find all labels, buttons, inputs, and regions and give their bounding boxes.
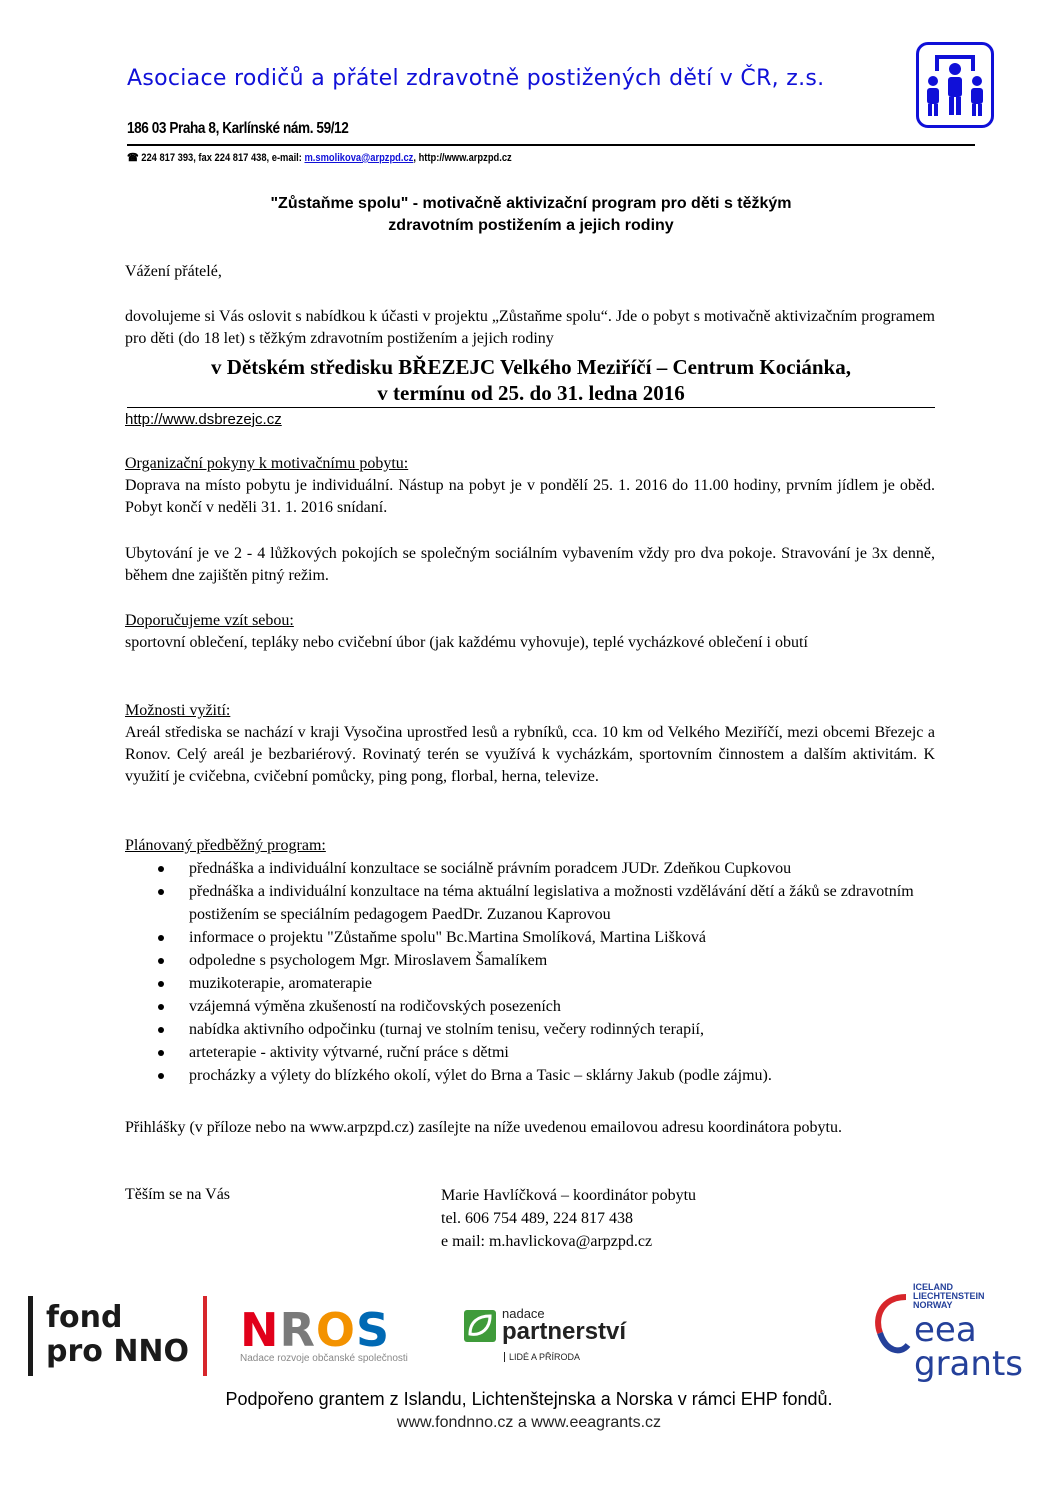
activities-text: Areál střediska se nachází v kraji Vysočina uprostřed lesů a rybníků, cca. 10 km od Velkého Meziříčí, mezi obcemi Březejc a Ronov. Celý areál je bezbariérový. Rovinatý terén se využívá k vycházkám, sportovním činnostem a dalším aktivitám. K využití je cvičebna, cvičební pomůcky, ping pong, florbal, herna, televize. xyxy=(125,724,935,785)
fond-logo-line-2: pro NNO xyxy=(46,1334,190,1369)
eea-countries xyxy=(913,1283,985,1310)
eea-country: NORWAY xyxy=(913,1300,953,1310)
venue-website-link[interactable]: http://www.dsbrezejc.cz xyxy=(125,411,282,428)
contact-email-link[interactable]: m.smolikova@arpzpd.cz xyxy=(304,152,414,164)
nros-letter: O xyxy=(315,1303,357,1357)
list-item xyxy=(125,880,945,926)
bullet-icon xyxy=(158,958,164,964)
venue-line-2: v termínu od 25. do 31. ledna 2016 xyxy=(377,381,685,405)
list-item xyxy=(125,1064,945,1087)
org-text: Doprava na místo pobytu je individuální. Nástup na pobyt je v pondělí 25. 1. 2016 do 11.00 hodiny, prvním jídlem je oběd. Pobyt končí v neděli 31. 1. 2016 snídaní. xyxy=(125,477,935,516)
eea-country: LIECHTENSTEIN xyxy=(913,1291,985,1301)
eea-word: eea xyxy=(914,1310,977,1350)
fond-logo-line-1: fond xyxy=(46,1300,123,1335)
program-list xyxy=(125,857,945,1087)
list-item xyxy=(125,857,945,880)
intro-paragraph: dovolujeme si Vás oslovit s nabídkou k účasti v projektu „Zůstaňme spolu“. Jde o pobyt s motivačně aktivizačním programem pro děti (do 18 let) s těžkým zdravotním postižením a jejich rodiny xyxy=(125,308,935,347)
coordinator-phone: tel. 606 754 489, 224 817 438 xyxy=(441,1210,633,1227)
family-icon xyxy=(916,42,994,128)
np-line-1: nadace xyxy=(502,1306,545,1321)
eea-country: ICELAND xyxy=(913,1282,953,1292)
program-item-text: arteterapie - aktivity výtvarné, ruční práce s dětmi xyxy=(189,1044,509,1061)
footer-websites: www.fondnno.cz a www.eeagrants.cz xyxy=(396,1414,662,1431)
venue-divider xyxy=(127,407,935,408)
bullet-icon xyxy=(158,866,164,872)
signoff-greeting: Těším se na Vás xyxy=(125,1186,231,1203)
logo-divider xyxy=(203,1296,207,1376)
coordinator-name: Marie Havlíčková – koordinátor pobytu xyxy=(441,1187,697,1204)
program-item-text: muzikoterapie, aromaterapie xyxy=(189,975,373,992)
nros-letter: R xyxy=(279,1303,316,1357)
bring-text: sportovní oblečení, tepláky nebo cvičební úbor (jak každému vyhovuje), teplé vycházkové oblečení i obutí xyxy=(125,634,808,651)
venue-line-1: v Dětském středisku BŘEZEJC Velkého Meziříčí – Centrum Kociánka, xyxy=(211,355,851,379)
nros-letter: S xyxy=(356,1303,391,1357)
logo-bar xyxy=(28,1296,33,1376)
program-item-text: přednáška a individuální konzultace na téma aktuální legislativa a možnosti vzdělávání dětí a žáků se zdravotním postižením se speciálním pedagogem PaedDr. Zuzanou Kaprovou xyxy=(189,883,914,923)
bullet-icon xyxy=(158,1004,164,1010)
accommodation-text: Ubytování je ve 2 - 4 lůžkových pokojích se společným sociálním vybavením vždy pro dva pokoje. Stravování je 3x denně, během dne zajištěn pitný režim. xyxy=(125,545,935,584)
contact-website: , http://www.arpzpd.cz xyxy=(413,152,512,164)
list-item xyxy=(125,972,945,995)
bullet-icon xyxy=(158,981,164,987)
contact-line xyxy=(127,151,512,164)
activities-heading: Možnosti vyžití: xyxy=(125,702,231,719)
title-line-2: zdravotním postižením a jejich rodiny xyxy=(388,217,674,234)
list-item xyxy=(125,926,945,949)
list-item xyxy=(125,949,945,972)
program-item-text: informace o projektu "Zůstaňme spolu" Bc.Martina Smolíková, Martina Lišková xyxy=(189,929,706,946)
program-heading: Plánovaný předběžný program: xyxy=(125,837,326,854)
bullet-icon xyxy=(158,1050,164,1056)
bullet-icon xyxy=(158,1027,164,1033)
np-line-3: LIDÉ A PŘÍRODA xyxy=(504,1352,580,1362)
bullet-icon xyxy=(158,889,164,895)
nros-logo xyxy=(240,1303,408,1364)
eea-swoosh-icon xyxy=(872,1293,912,1373)
nros-subtitle: Nadace rozvoje občanské společnosti xyxy=(240,1353,408,1364)
applications-text: Přihlášky (v příloze nebo na www.arpzpd.cz) zasílejte na níže uvedenou emailovou adresu koordinátora pobytu. xyxy=(125,1119,842,1136)
list-item xyxy=(125,995,945,1018)
contact-phone-fax: ☎ 224 817 393, fax 224 817 438, e-mail: xyxy=(127,152,305,164)
program-item-text: procházky a výlety do blízkého okolí, výlet do Brna a Tasic – sklárny Jakub (podle zájmu). xyxy=(189,1067,772,1084)
program-item-text: odpoledne s psychologem Mgr. Miroslavem Šamalíkem xyxy=(189,952,548,969)
nros-letter: N xyxy=(240,1303,280,1357)
grants-word: grants xyxy=(914,1344,1023,1384)
org-heading: Organizační pokyny k motivačnímu pobytu: xyxy=(125,455,409,472)
bring-heading: Doporučujeme vzít sebou: xyxy=(125,612,294,629)
bullet-icon xyxy=(158,935,164,941)
program-item-text: nabídka aktivního odpočinku (turnaj ve stolním tenisu, večery rodinných terapií, xyxy=(189,1021,704,1038)
address: 186 03 Praha 8, Karlínské nám. 59/12 xyxy=(127,120,349,137)
leaf-icon xyxy=(464,1310,496,1342)
footer-grant-note: Podpořeno grantem z Islandu, Lichtenštejnska a Norska v rámci EHP fondů. xyxy=(225,1389,833,1409)
program-item-text: vzájemná výměna zkušeností na rodičovských posezeních xyxy=(189,998,561,1015)
leaf-icon-svg xyxy=(464,1310,496,1342)
header-divider xyxy=(127,144,975,146)
signature-block xyxy=(441,1184,696,1253)
np-line-2: partnerství xyxy=(502,1318,627,1345)
family-logo-svg xyxy=(919,45,991,125)
list-item xyxy=(125,1041,945,1064)
coordinator-email: e mail: m.havlickova@arpzpd.cz xyxy=(441,1233,653,1250)
document-title xyxy=(127,193,935,237)
greeting: Vážení přátelé, xyxy=(125,263,222,280)
program-item-text: přednáška a individuální konzultace se sociálně právním poradcem JUDr. Zdeňkou Cupkovou xyxy=(189,860,792,877)
organization-name: Asociace rodičů a přátel zdravotně postižených dětí v ČR, z.s. xyxy=(127,66,825,91)
bullet-icon xyxy=(158,1073,164,1079)
eea-wordmark xyxy=(914,1310,1023,1384)
nros-wordmark xyxy=(240,1303,408,1357)
list-item xyxy=(125,1018,945,1041)
title-line-1: "Zůstaňme spolu" - motivačně aktivizační program pro děti s těžkým xyxy=(270,195,792,212)
